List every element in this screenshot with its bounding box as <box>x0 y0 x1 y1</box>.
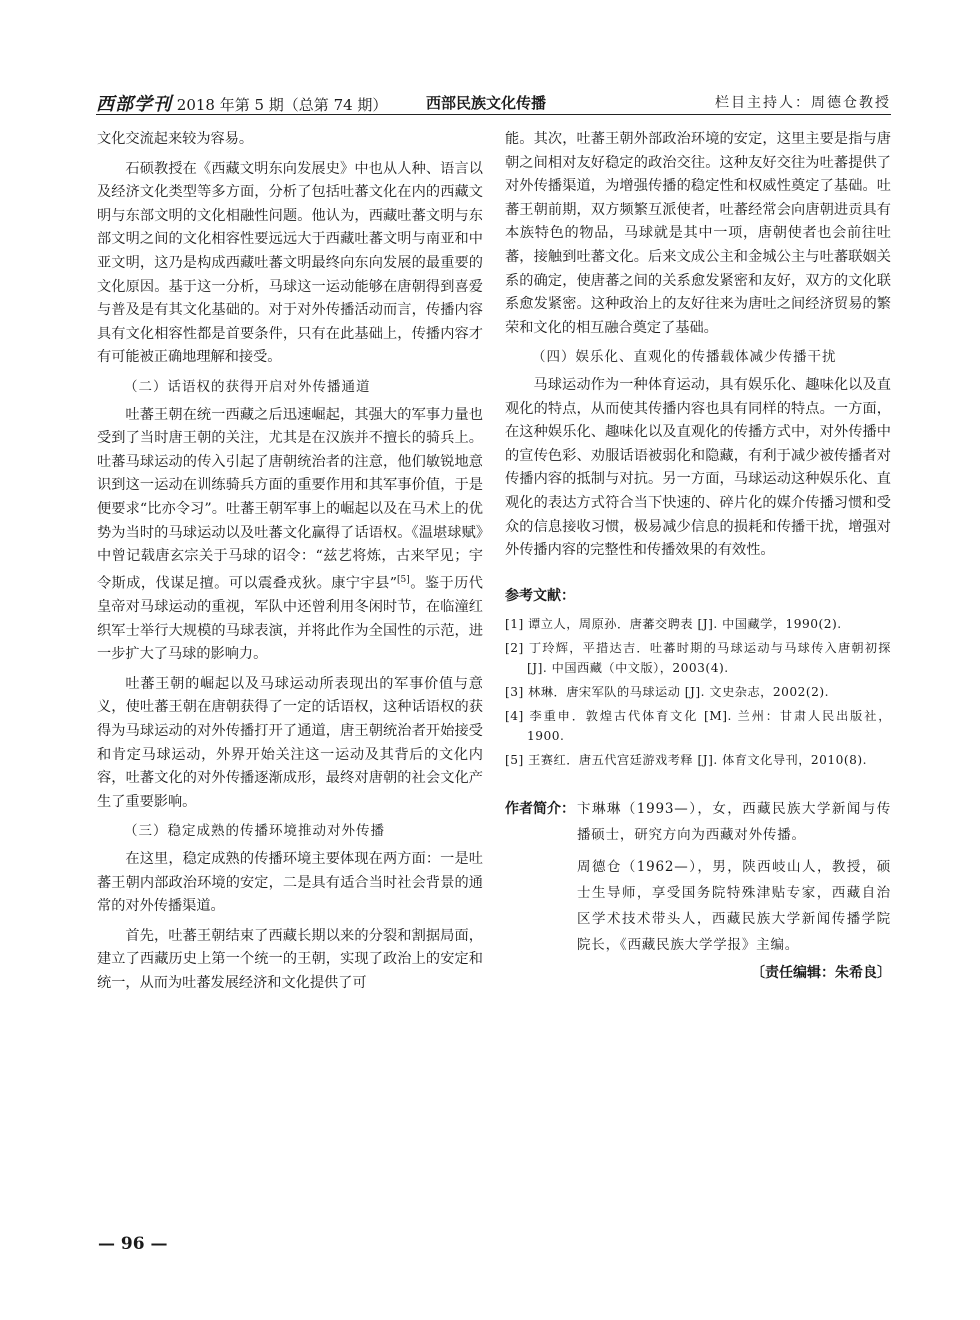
journal-logo: 西部学刊 <box>96 94 172 115</box>
paragraph-text: 吐蕃王朝在统一西藏之后迅速崛起，其强大的军事力量也受到了当时唐王朝的关注，尤其是在汉族并不擅长的骑兵上。吐蕃马球运动的传入引起了唐朝统治者的注意，他们敏锐地意识到这一运动在训练骑兵方面的重要作用和其军事价值，于是便要求“比亦令习”。吐蕃王朝军事上的崛起以及在马术上的优势为当时的马球运动以及吐蕃文化赢得了话语权。《温堪球赋》中曾记载唐玄宗关于马球的诏令：“兹艺将炼，古来罕见；宇令斯成，伐谋足擅。可以震叠戎狄。康宁宇县” <box>97 406 483 592</box>
paragraph-text: 。鉴于历代皇帝对马球运动的重视，军队中还曾利用冬闲时节，在临潼红织军士举行大规模的马球表演，并将此作为全国性的示范，进一步扩大了马球的影响力。 <box>97 575 483 663</box>
references-title: 参考文献： <box>505 587 575 604</box>
journal-info <box>96 90 387 116</box>
left-column <box>97 128 483 1002</box>
paragraph: 文化交流起来较为容易。 <box>97 131 254 147</box>
reference-item: [5] 王赛红．唐五代宫廷游戏考释 [J]. 体育文化导刊，2010(8). <box>505 753 868 768</box>
author-entry: 卞琳琳（1993—），女，西藏民族大学新闻与传播硕士，研究方向为西藏对外传播。 <box>577 801 891 844</box>
column-name: 西部民族文化传播 <box>426 94 547 112</box>
paragraph <box>97 404 483 667</box>
author-entry: 周德仓（1962—），男，陕西岐山人，教授，硕士生导师，享受国务院特殊津贴专家，西藏自治区学术技术带头人，西藏民族大学新闻传播学院院长，《西藏民族大学学报》主编。 <box>577 859 891 954</box>
citation-mark: [5] <box>397 574 410 585</box>
responsible-editor: 〔责任编辑：朱希良〕 <box>751 965 891 982</box>
reference-item: [3] 林琳．唐宋军队的马球运动 [J]. 文史杂志，2002(2). <box>505 685 829 700</box>
paragraph: 在这里，稳定成熟的传播环境主要体现在两方面：一是吐蕃王朝内部政治环境的安定，二是具有适合当时社会背景的通常的对外传播渠道。 <box>97 850 483 915</box>
reference-item: [2] 丁玲辉，平措达吉．吐蕃时期的马球运动与马球传入唐朝初探 [J]. 中国西藏（中文版），2003(4). <box>505 641 891 676</box>
paragraph: 马球运动作为一种体育运动，具有娱乐化、趣味化以及直观化的特点，从而使其传播内容也具有同样的特点。一方面，在这种娱乐化、趣味化以及直观化的传播方式中，对外传播中的宣传色彩、劝服话语被弱化和隐藏，有利于减少被传播者对传播内容的抵制与对抗。另一方面，马球运动这种娱乐化、直观化的表达方式符合当下快速的、碎片化的媒介传播习惯和受众的信息接收习惯，极易减少信息的损耗和传播干扰，增强对外传播内容的完整性和传播效果的有效性。 <box>505 376 891 559</box>
author-bio-label: 作者简介： <box>505 801 575 818</box>
section-heading: （四）娱乐化、直观化的传播载体减少传播干扰 <box>532 349 837 366</box>
paragraph: 吐蕃王朝的崛起以及马球运动所表现出的军事价值与意义，使吐蕃王朝在唐朝获得了一定的话语权，这种话语权的获得为马球运动的对外传播打开了通道，唐王朝统治者开始接受和肯定马球运动，外界开始关注这一运动及其背后的文化内容，吐蕃文化的对外传播逐渐成形，最终对唐朝的社会文化产生了重要影响。 <box>97 675 483 810</box>
page-number: — 96 — <box>98 1234 168 1254</box>
references-list <box>505 614 891 770</box>
right-column <box>505 128 891 986</box>
reference-item: [1] 谭立人，周原孙．唐蕃交聘表 [J]. 中国藏学，1990(2). <box>505 617 842 632</box>
reference-item: [4] 李重申．敦煌古代体育文化 [M]. 兰州：甘肃人民出版社，1900. <box>505 709 891 744</box>
paragraph: 能。其次，吐蕃王朝外部政治环境的安定，这里主要是指与唐朝之间相对友好稳定的政治交往。这种友好交往为吐蕃提供了对外传播渠道，为增强传播的稳定性和权威性奠定了基础。吐蕃王朝前期，双方频繁互派使者，吐蕃经常会向唐朝进贡具有本族特色的物品，马球就是其中一项，唐朝使者也会前往吐蕃，接触到吐蕃文化。后来文成公主和金城公主与吐蕃联姻关系的确定，使唐蕃之间的关系愈发紧密和友好，双方的文化联系愈发紧密。这种政治上的友好往来为唐吐之间经济贸易的繁荣和文化的相互融合奠定了基础。 <box>505 131 891 336</box>
paragraph: 首先，吐蕃王朝结束了西藏长期以来的分裂和割据局面，建立了西藏历史上第一个统一的王朝，实现了政治上的安定和统一，从而为吐蕃发展经济和文化提供了可 <box>97 927 483 991</box>
issue-info: 2018 年第 5 期（总第 74 期） <box>176 96 388 114</box>
paragraph: 石硕教授在《西藏文明东向发展史》中也从人种、语言以及经济文化类型等多方面，分析了包括吐蕃文化在内的西藏文明与东部文明的文化相融性问题。他认为，西藏吐蕃文明与东部文明之间的文化相容性要远远大于西藏吐蕃文明与南亚和中亚文明，这乃是构成西藏吐蕃文明最终向东向发展的最重要的文化原因。基于这一分析，马球这一运动能够在唐朝得到喜爱与普及是有其文化基础的。对于对外传播活动而言，传播内容具有文化相容性都是首要条件，只有在此基础上，传播内容才有可能被正确地理解和接受。 <box>97 160 483 366</box>
column-host: 栏目主持人：周德仓教授 <box>715 95 891 111</box>
section-heading: （二）话语权的获得开启对外传播通道 <box>124 378 371 395</box>
author-bio <box>505 796 891 958</box>
running-header <box>96 86 891 115</box>
section-heading: （三）稳定成熟的传播环境推动对外传播 <box>124 823 385 840</box>
